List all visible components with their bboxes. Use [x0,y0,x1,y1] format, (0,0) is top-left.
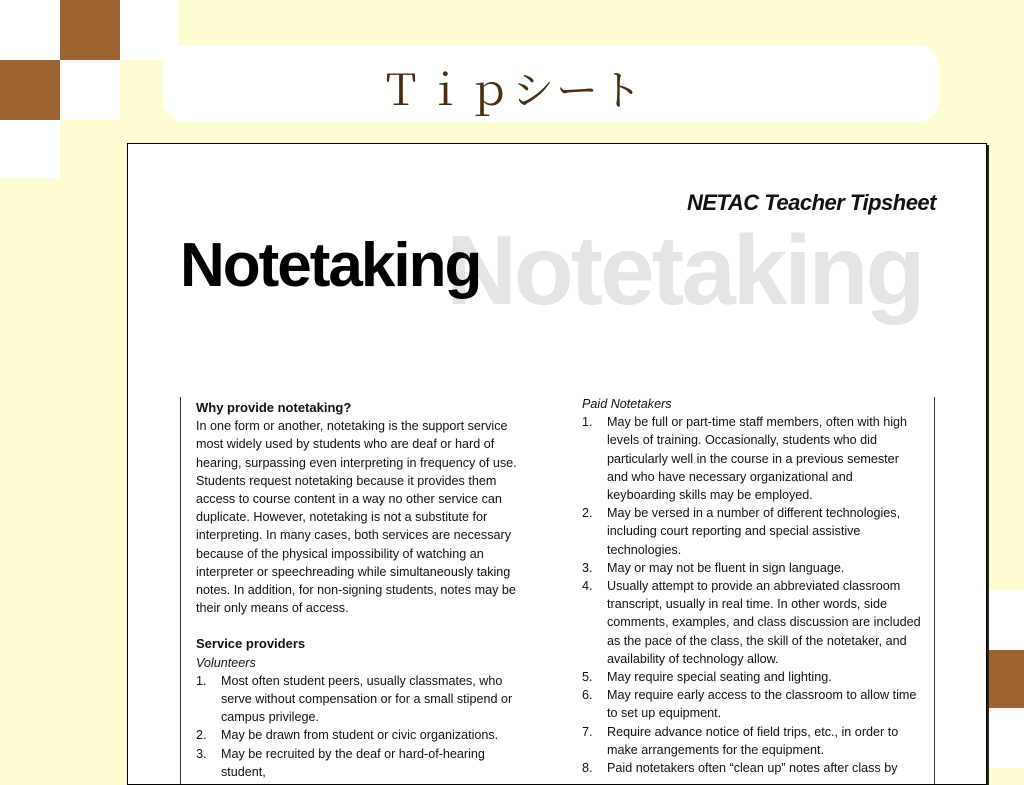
column-rule-left [180,397,181,785]
decor-square [986,708,1024,768]
list-item: 3. May be recruited by the deaf or hard-of-hearing student, [196,746,485,779]
list-item: 8. Paid notetakers often “clean up” notes after class by [582,761,898,776]
list-item: 2. May be versed in a number of different technologies, including court reporting and special assistive technologies. [582,506,901,557]
decor-square [986,650,1024,708]
why-heading: Why provide notetaking? [196,400,352,415]
volunteers-list [196,672,532,781]
why-paragraph: In one form or another, notetaking is the support service most widely used by students who are deaf or hard of hearing, surpassing even interpreting in frequency of use. Students request notetaking because it provides them access to course content in a way no other service can duplicate. However, notetaking is not a substitute for interpreting. In many cases, both services are necessary because of the physical impossibility of watching an interpreter or speechreading while simultaneously taking notes. In addition, for non-signing students, notes may be their only means of access. [196,419,517,616]
tipsheet-document [127,143,987,785]
list-item: 3. May or may not be fluent in sign language. [582,560,845,575]
right-column [582,395,922,777]
providers-heading: Service providers [196,636,306,652]
list-item: 1. Most often student peers, usually classmates, who serve without compensation or for a small stipend or campus privilege. [196,673,513,725]
list-item: 4. Usually attempt to provide an abbreviated classroom transcript, usually in real time. In other words, side comments, examples, and class discussion are included as the pace of the class, the skill of the notetaker, and availability of technology allow. [582,579,921,666]
left-column [196,399,532,781]
document-header: NETAC Teacher Tipsheet [687,190,936,215]
list-item: 1. May be full or part-time staff members, often with high levels of training. Occasionally, students who did particularly well in the course in a previous semester and who have necessary organizational and keyboarding skills may be employed. [582,415,908,503]
column-rule-right [934,397,935,785]
list-item: 7. Require advance notice of field trips, etc., in order to make arrangements for the equipment. [582,724,899,757]
volunteers-heading: Volunteers [196,655,256,670]
list-item: 5. May require special seating and lighting. [582,670,832,685]
decor-square [0,120,60,178]
decor-square [60,0,120,60]
paid-heading: Paid Notetakers [582,397,672,411]
slide-title: Ｔｉｐシート [379,66,644,115]
document-title: Notetaking [180,231,481,300]
paid-list [582,413,922,777]
list-item: 2. May be drawn from student or civic organizations. [196,728,499,743]
decor-square [0,0,60,60]
decor-square [986,590,1024,650]
ghost-title: Notetaking [446,215,923,325]
list-item: 6. May require early access to the classroom to allow time to set up equipment. [582,688,917,721]
